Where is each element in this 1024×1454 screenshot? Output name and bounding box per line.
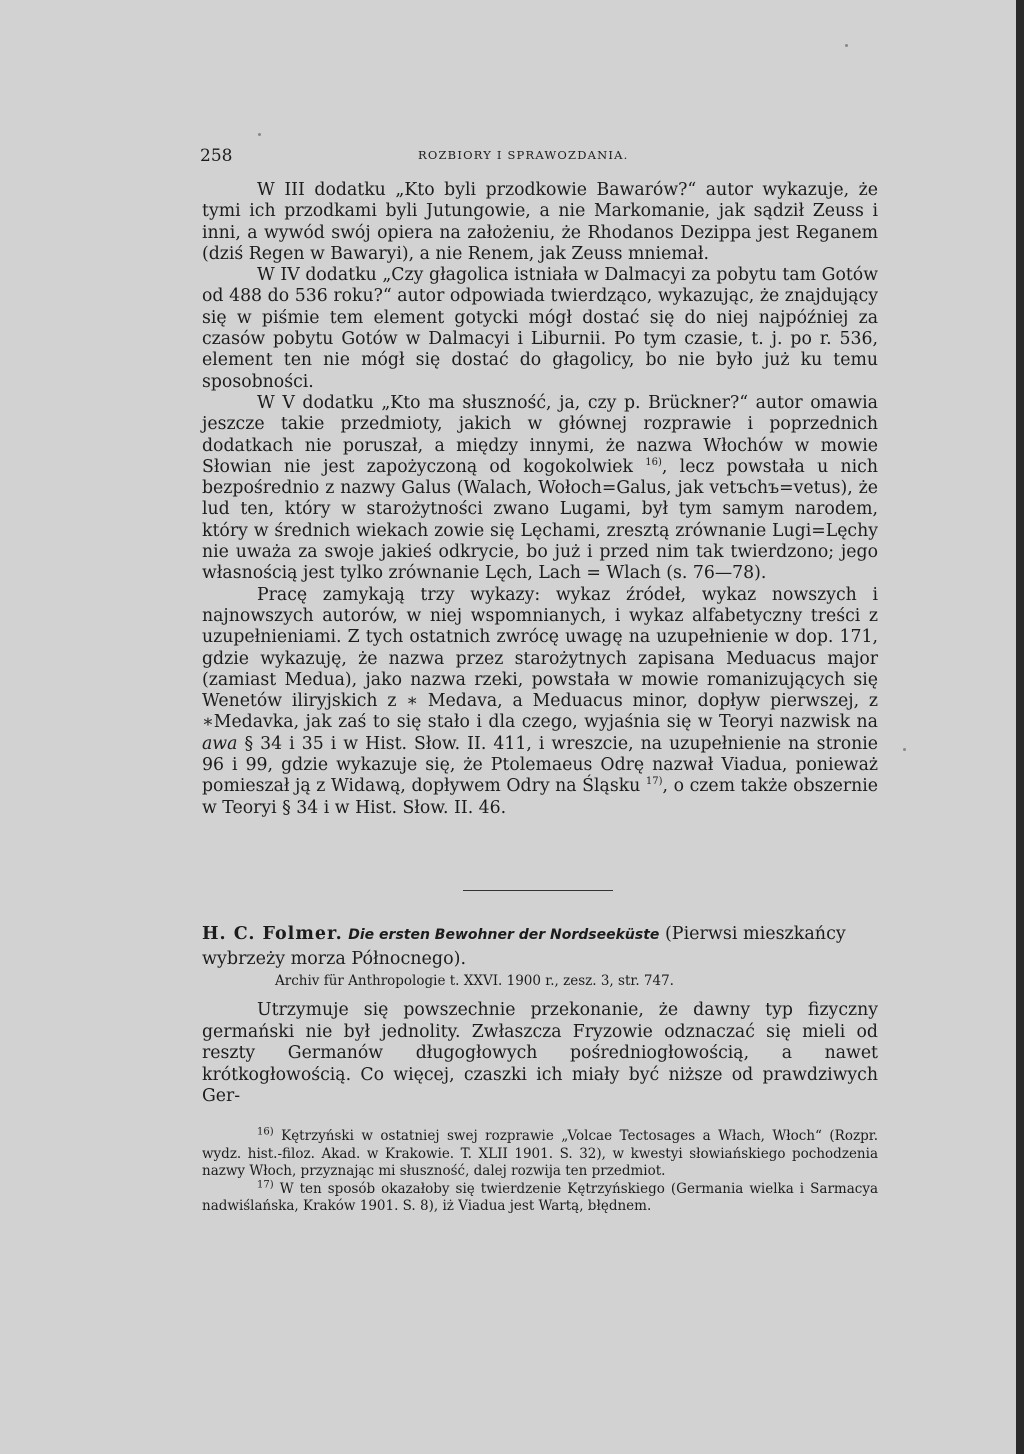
footnote-ref-16: 16)	[645, 457, 662, 469]
review-author: H. C. Folmer.	[202, 924, 343, 944]
paragraph-dodatek-4: W IV dodatku „Czy głagolica istniała w Dalmacyi za pobytu tam Gotów od 488 do 536 roku?“ autor odpowiada twierdząco, wykazując, że znajdujący się w piśmie tem element gotycki mógł dostać się do niej najpóźniej za czasów pobytu Gotów w Dalmacyi i Liburnii. Po tym czasie, t. j. po r. 536, element ten nie mógł się dostać do głagolicy, bo nie było już ku temu sposobności.	[202, 265, 878, 392]
scan-edge	[1016, 0, 1024, 1454]
footnotes	[202, 1128, 878, 1216]
review-heading	[202, 922, 882, 991]
paragraph-text: , lecz powstała u nich bezpośrednio z nazwy Galus (Walach, Wołoch=Galus, jak vetъchъ=vetus), że lud ten, który w starożytności zwano Lugami, był tym samym narodem, który w średnich wiekach zowie się Lęchami, zresztą zrównanie Lugi=Lęchy nie uważa za swoje jakieś odkrycie, bo już i przed nim tak twierdzono; jego własnością jest tylko zrównanie Lęch, Lach = Wlach (s. 76—78).	[202, 456, 878, 584]
footnote-text: Kętrzyński w ostatniej swej rozprawie „Volcae Tectosages a Włach, Włoch“ (Rozpr. wydz. hist.-filoz. Akad. w Krakowie. T. XLII 1901. S. 32), w kwestyi słowiańskiego pochodzenia nazwy Włoch, przyznając mi słuszność, dalej rozwija ten przedmiot.	[202, 1128, 878, 1179]
paragraph-text: § 34 i 35 i w Hist. Słow. II. 411, i wreszcie, na uzupełnienie na stronie 96 i 99, gdzie wykazuje się, że Ptolemaeus Odrę nazwał Viadua, ponieważ pomieszał ją z Widawą, dopływem Odry na Śląsku	[202, 733, 878, 797]
footnote-16	[202, 1128, 878, 1181]
paragraph-dodatek-3: W III dodatku „Kto byli przodkowie Bawarów?“ autor wykazuje, że tymi ich przodkami byli Jutungowie, a nie Markomanie, jak sądził Zeuss i inni, a wywód swój opiera na założeniu, że Rhodanos Dezippa jest Reganem (dziś Regen w Bawaryi), a nie Renem, jak Zeuss mniemał.	[202, 180, 878, 264]
footnote-17	[202, 1181, 878, 1216]
footnote-text: W ten sposób okazałoby się twierdzenie Kętrzyńskiego (Germania wielka i Sarmacya nadwiślańska, Kraków 1901. S. 8), iż Viadua jest Wartą, błędnem.	[202, 1180, 879, 1214]
footnote-ref-17: 17)	[645, 776, 663, 788]
paragraph-text: Pracę zamykają trzy wykazy: wykaz źródeł, wykaz nowszych i najnowszych autorów, w niej wspomnianych, i wykaz alfabetyczny treści z uzupełnieniami. Z tych ostatnich zwrócę uwagę na uzupełnienie w dop. 171, gdzie wykazuję, że nazwa przez starożytnych zapisana Meduacus major (zamiast Medua), jako nazwa rzeki, powstała w mowie romanizujących się Wenetów iliryjskich z ∗ Medava, a Meduacus minor, dopływ pierwszej, z ∗Medavka, jak zaś to się stało i dla czego, wyjaśnia się w Teoryi nazwisk na	[202, 584, 878, 733]
paragraph-wykazy	[202, 585, 878, 819]
paragraph-text: W V dodatku „Kto ma słuszność, ja, czy p. Brückner?“ autor omawia jeszcze takie przedmioty, jakich w głównej rozprawie i poprzednich dodatkach nie poruszał, a między innymi, że nazwa Włochów w mowie Słowian nie jest zapożyczoną od kogokolwiek	[202, 392, 878, 477]
italic-term: awa	[202, 733, 238, 754]
paragraph-dodatek-5	[202, 393, 878, 585]
review-paragraph: Utrzymuje się powszechnie przekonanie, że dawny typ fizyczny germański nie był jednolity. Zwłaszcza Fryzowie odznaczać się mieli od reszty Germanów długogłowych pośredniogłowością, a nawet krótkogłowością. Co więcej, czaszki ich miały być niższe od prawdziwych Ger-	[202, 1000, 878, 1106]
body-text	[202, 180, 878, 819]
paragraph-text: , o czem także obszernie w Teoryi § 34 i w Hist. Słow. II. 46.	[202, 776, 878, 818]
footnote-mark: 17)	[257, 1179, 274, 1190]
paper-speck	[845, 44, 848, 47]
section-divider	[463, 890, 613, 891]
paper-speck	[258, 133, 261, 136]
running-title: ROZBIORY I SPRAWOZDANIA.	[418, 148, 629, 162]
paper-speck	[903, 748, 906, 751]
review-text	[202, 1000, 878, 1108]
footnote-mark: 16)	[257, 1126, 274, 1138]
page-number: 258	[200, 146, 233, 166]
review-title: Die ersten Bewohner der Nordseeküste	[348, 927, 660, 943]
review-translation: (Pierwsi mieszkańcy wybrzeży morza Północnego).	[202, 924, 846, 969]
review-source: Archiv für Anthropologie t. XXVI. 1900 r., zesz. 3, str. 747.	[275, 973, 674, 989]
